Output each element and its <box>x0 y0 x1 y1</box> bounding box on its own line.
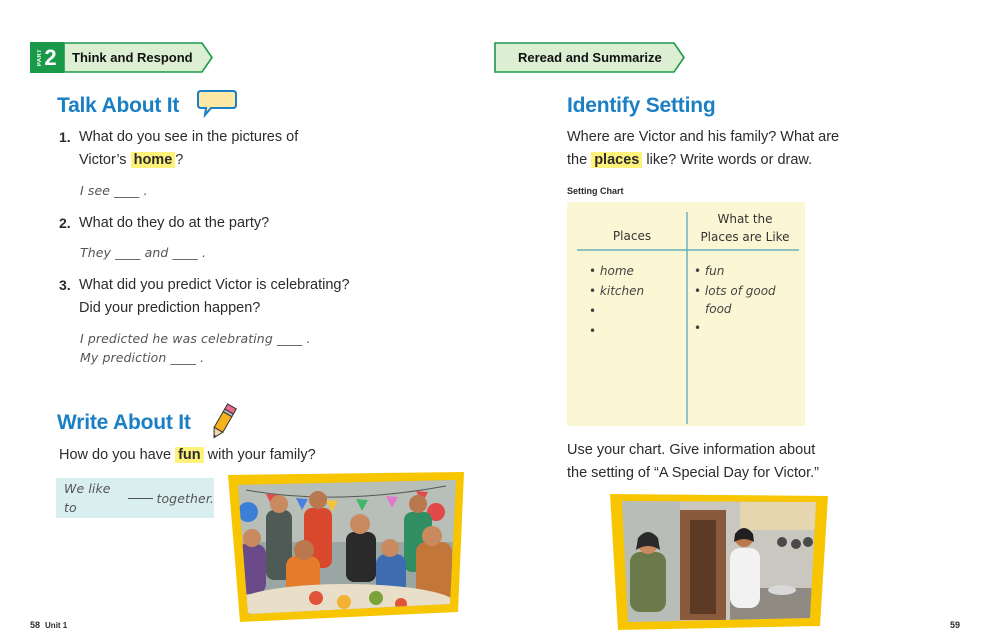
question-3-line1: What did you predict Victor is celebrating? <box>79 277 350 293</box>
party-illustration <box>226 472 466 627</box>
write-about-it-heading: Write About It <box>57 411 191 434</box>
col2-item-1: fun <box>704 264 725 278</box>
vocab-home: home <box>131 152 176 168</box>
setting-chart <box>567 202 805 426</box>
part-word: PART <box>37 48 44 67</box>
chart-col1-header: Places <box>612 229 652 243</box>
question-1-line2 <box>79 149 183 172</box>
chart-col2-item-cont: food <box>705 302 732 316</box>
frame-box-post: together. <box>156 490 214 506</box>
chart-col1-item: • kitchen <box>589 284 645 298</box>
write-prompt-pre: How do you have <box>59 447 172 463</box>
question-1-number: 1. <box>59 129 71 145</box>
chart-col1-item: • <box>589 324 597 338</box>
chart-col2-header-line1: What the <box>717 212 773 226</box>
page-number-59: 59 <box>950 620 961 630</box>
chart-col1-item: • home <box>589 264 634 278</box>
part-badge <box>30 42 64 73</box>
identify-setting-heading: Identify Setting <box>567 94 716 117</box>
talk-about-it-heading: Talk About It <box>57 94 180 117</box>
setting-chart-label: Setting Chart <box>567 186 624 196</box>
setting-prompt-line1: Where are Victor and his family? What are <box>567 129 840 145</box>
sentence-frame-2: They ____ and ____ . <box>80 245 207 260</box>
unit-label: Unit 1 <box>45 621 68 630</box>
question-1-text: Victor’s <box>79 152 127 168</box>
setting-prompt-line2 <box>567 149 812 172</box>
banner-title: Think and Respond <box>72 50 193 65</box>
question-1-line1: What do you see in the pictures of <box>79 129 299 145</box>
summary-prompt-line2: the setting of “A Special Day for Victor.” <box>567 465 819 481</box>
chart-col2-item: • lots of good <box>694 284 776 298</box>
vocab-places: places <box>591 152 642 168</box>
banner-title-right: Reread and Summarize <box>518 50 662 65</box>
frame-box-blank <box>128 498 153 499</box>
summary-prompt-line1: Use your chart. Give information about <box>567 442 816 458</box>
sentence-frame-3b: My prediction ____ . <box>80 350 205 365</box>
col2-item-2: lots of good <box>704 284 776 298</box>
page-number-58 <box>30 620 67 630</box>
sentence-frame-box <box>56 478 214 518</box>
col1-item-2: kitchen <box>599 284 645 298</box>
chart-col2-item: • <box>694 321 702 335</box>
reread-summarize-banner <box>494 42 684 73</box>
sentence-frame-1: I see ____ . <box>80 183 148 198</box>
question-2-text: What do they do at the party? <box>79 215 270 231</box>
write-prompt <box>59 444 316 467</box>
vocab-fun: fun <box>175 447 204 463</box>
page-num-value: 58 <box>30 620 41 630</box>
chart-col2-item: • fun <box>694 264 725 278</box>
pencil-icon <box>206 402 240 447</box>
col1-item-1: home <box>599 264 634 278</box>
think-respond-banner <box>64 42 212 73</box>
frame-box-pre: We like to <box>64 481 111 515</box>
question-3-line2: Did your prediction happen? <box>79 300 261 316</box>
part-number: 2 <box>44 44 57 70</box>
sentence-frame-3a: I predicted he was celebrating ____ . <box>80 331 311 346</box>
question-1-mark: ? <box>175 152 184 168</box>
speech-bubble-icon <box>197 88 239 123</box>
question-3-number: 3. <box>59 277 71 293</box>
setting-prompt-pre: the <box>567 152 588 168</box>
kitchen-illustration <box>610 494 828 635</box>
chart-col2-header-line2: Places are Like <box>700 230 790 244</box>
write-prompt-post: with your family? <box>207 447 316 463</box>
question-2-number: 2. <box>59 215 71 231</box>
chart-col1-item: • <box>589 304 597 318</box>
setting-prompt-post: like? Write words or draw. <box>646 152 813 168</box>
